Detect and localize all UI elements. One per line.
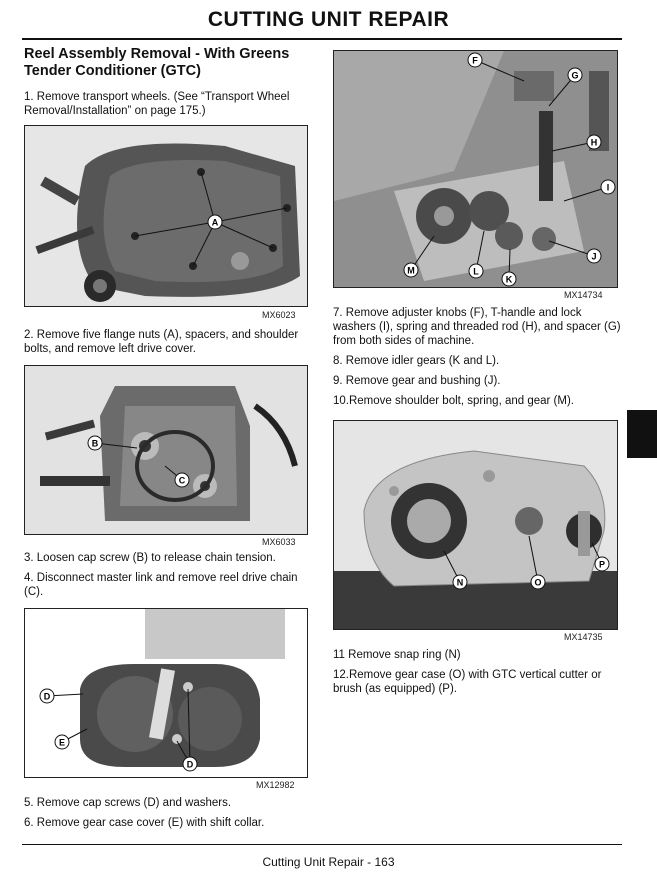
callout-g (568, 68, 582, 82)
figure-mx6033 (24, 365, 308, 535)
svg-text:B: B (91, 438, 99, 449)
page-title: CUTTING UNIT REPAIR (207, 8, 450, 31)
figure-mx12982-illustration (25, 609, 307, 777)
callout-e (55, 735, 69, 749)
figure-mx14735 (333, 420, 618, 630)
section-thumb-tab (627, 410, 657, 458)
section-heading (24, 46, 314, 80)
figure-mx14734-illustration (334, 51, 617, 287)
section-heading-line2: Tender Conditioner (GTC) (24, 63, 201, 79)
figure-mx6033-illustration (25, 366, 307, 534)
figure-mx14735-illustration (334, 421, 617, 629)
figure-id-mx6023: MX6023 (262, 310, 296, 320)
page-footer: Cutting Unit Repair - 163 (262, 855, 395, 869)
step-10: 10.Remove shoulder bolt, spring, and gear (M). (333, 395, 574, 407)
step-1: 1. Remove transport wheels. (See “Transport Wheel Removal/Installation” on page 175.) (24, 91, 290, 117)
step-3: 3. Loosen cap screw (B) to release chain tension. (24, 552, 276, 564)
figure-mx6023 (24, 125, 308, 307)
step-4: 4. Disconnect master link and remove reel drive chain (C). (24, 572, 298, 598)
svg-text:P: P (598, 559, 606, 570)
callout-o (531, 575, 545, 589)
callout-f (468, 53, 482, 67)
figure-id-mx6033: MX6033 (262, 537, 296, 547)
callout-c (175, 473, 189, 487)
callout-n (453, 575, 467, 589)
svg-text:F: F (472, 55, 478, 66)
callout-b (88, 436, 102, 450)
figure-id-mx14735: MX14735 (564, 632, 603, 642)
svg-text:C: C (178, 475, 186, 486)
step-6: 6. Remove gear case cover (E) with shift collar. (24, 817, 265, 829)
callout-d-bottom (183, 757, 197, 771)
figure-mx14734 (333, 50, 618, 288)
figure-id-mx12982: MX12982 (256, 780, 295, 790)
svg-text:D: D (186, 759, 194, 770)
footer-rule (22, 844, 622, 845)
svg-text:E: E (58, 737, 66, 748)
callout-m (404, 263, 418, 277)
step-5: 5. Remove cap screws (D) and washers. (24, 797, 232, 809)
svg-text:A: A (211, 217, 219, 228)
step-8: 8. Remove idler gears (K and L). (333, 355, 500, 367)
svg-text:I: I (606, 182, 610, 193)
section-heading-line1: Reel Assembly Removal - With Greens (24, 46, 290, 62)
svg-text:L: L (473, 266, 479, 277)
svg-text:D: D (43, 691, 51, 702)
svg-text:K: K (505, 274, 513, 285)
figure-mx12982 (24, 608, 308, 778)
callout-a (208, 215, 222, 229)
step-7: 7. Remove adjuster knobs (F), T-handle and lock washers (I), spring and threaded rod (H), and spacer (G) from both sides of machine. (333, 307, 621, 347)
figure-mx6023-illustration (25, 126, 307, 306)
svg-text:N: N (456, 577, 464, 588)
callout-h (587, 135, 601, 149)
svg-text:M: M (407, 265, 415, 276)
callout-p (595, 557, 609, 571)
figure-id-mx14734: MX14734 (564, 290, 603, 300)
step-9: 9. Remove gear and bushing (J). (333, 375, 501, 387)
callout-k (502, 272, 516, 286)
svg-text:J: J (591, 251, 597, 262)
svg-text:O: O (534, 577, 542, 588)
header-rule (22, 38, 622, 40)
step-2: 2. Remove five flange nuts (A), spacers, and shoulder bolts, and remove left drive cover. (24, 329, 299, 355)
callout-j (587, 249, 601, 263)
step-12: 12.Remove gear case (O) with GTC vertical cutter or brush (as equipped) (P). (333, 669, 602, 695)
step-11: 11 Remove snap ring (N) (333, 649, 461, 661)
svg-text:G: G (571, 70, 579, 81)
callout-i (601, 180, 615, 194)
svg-text:H: H (590, 137, 598, 148)
callout-d-left (40, 689, 54, 703)
callout-l (469, 264, 483, 278)
